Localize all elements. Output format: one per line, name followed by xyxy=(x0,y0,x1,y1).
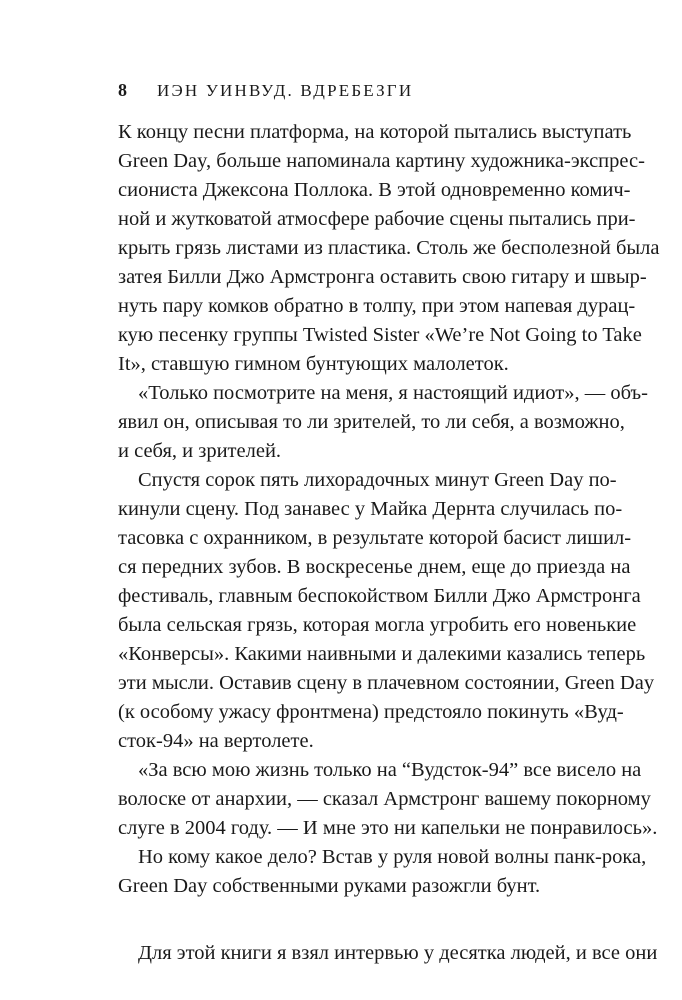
running-header xyxy=(118,78,598,102)
paragraph-3 xyxy=(118,466,655,756)
text-line: нуть пару комков обратно в толпу, при этом напевая дурац- xyxy=(118,295,636,317)
paragraph-6 xyxy=(118,939,658,968)
text-line: слуге в 2004 году. — И мне это ни капельки не понравилось». xyxy=(118,817,658,839)
text-line: кинули сцену. Под занавес у Майка Дернта случилась по- xyxy=(118,498,623,520)
paragraph-5 xyxy=(118,843,647,901)
paragraph-2 xyxy=(118,379,648,466)
text-line: ся передних зубов. В воскресенье днем, еще до приезда на xyxy=(118,556,631,578)
text-line: тасовка с охранником, в результате которой басист лишил- xyxy=(118,527,632,549)
text-line: волоске от анархии, — сказал Армстронг вашему покорному xyxy=(118,788,651,810)
text-line: крыть грязь листами из пластика. Столь же бесполезной была xyxy=(118,237,660,259)
text-line: затея Билли Джо Армстронга оставить свою гитару и швыр- xyxy=(118,266,647,288)
text-line: и себя, и зрителей. xyxy=(118,440,282,462)
text-line: фестиваль, главным беспокойством Билли Джо Армстронга xyxy=(118,585,641,607)
text-line: Green Day собственными руками разожгли бунт. xyxy=(118,875,541,897)
text-line: (к особому ужасу фронтмена) предстояло покинуть «Вуд- xyxy=(118,701,624,723)
text-line: сиониста Джексона Поллока. В этой одновременно комич- xyxy=(118,179,631,201)
paragraph-1 xyxy=(118,118,660,379)
text-line: «За всю мою жизнь только на “Вудсток-94” все висело на xyxy=(138,759,642,781)
text-line: It», ставшую гимном бунтующих малолеток. xyxy=(118,353,509,375)
text-line: К концу песни платформа, на которой пытались выступать xyxy=(118,121,632,143)
running-title: ИЭН УИНВУД. ВДРЕБЕЗГИ xyxy=(157,81,414,100)
text-line: явил он, описывая то ли зрителей, то ли себя, а возможно, xyxy=(118,411,625,433)
text-line: «Конверсы». Какими наивными и далекими казались теперь xyxy=(118,643,646,665)
text-line: сток-94» на вертолете. xyxy=(118,730,314,752)
text-line: была сельская грязь, которая могла угробить его новенькие xyxy=(118,614,637,636)
text-line: Green Day, больше напоминала картину художника-экспрес- xyxy=(118,150,645,172)
text-line: кую песенку группы Twisted Sister «We’re Not Going to Take xyxy=(118,324,642,346)
text-line: Для этой книги я взял интервью у десятка людей, и все они xyxy=(138,942,658,964)
text-line: эти мысли. Оставив сцену в плачевном состоянии, Green Day xyxy=(118,672,655,694)
page-number: 8 xyxy=(118,80,127,100)
text-line: Спустя сорок пять лихорадочных минут Green Day по- xyxy=(138,469,617,491)
text-line: ной и жутковатой атмосфере рабочие сцены пытались при- xyxy=(118,208,636,230)
text-line: Но кому какое дело? Встав у руля новой волны панк-рока, xyxy=(138,846,647,868)
text-line: «Только посмотрите на меня, я настоящий идиот», — объ- xyxy=(138,382,648,404)
paragraph-4 xyxy=(118,756,658,843)
